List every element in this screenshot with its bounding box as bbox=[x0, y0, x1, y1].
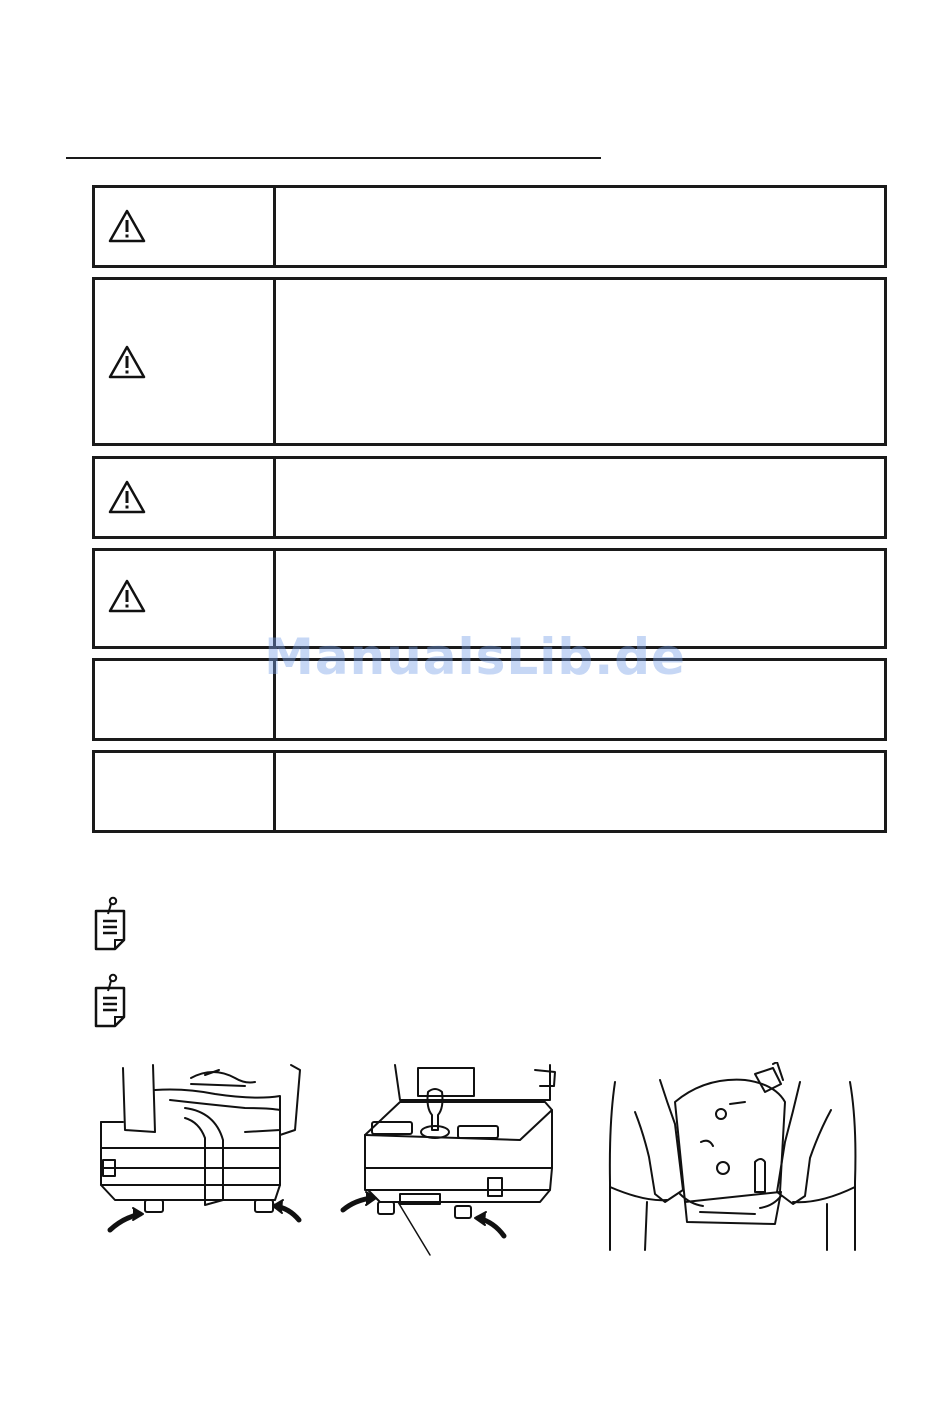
warning-triangle-icon bbox=[107, 479, 147, 515]
warning-row bbox=[92, 456, 887, 539]
warning-row bbox=[92, 185, 887, 268]
instrument-base-control-panel-icon bbox=[340, 1060, 560, 1260]
note-memo-icon bbox=[90, 973, 130, 1029]
note-memo-icon bbox=[90, 896, 130, 952]
two-people-carrying-instrument-icon bbox=[605, 1062, 860, 1252]
warning-row bbox=[92, 277, 887, 446]
warning-triangle-icon bbox=[107, 344, 147, 380]
instrument-base-side-view-icon bbox=[95, 1060, 310, 1245]
caution-row bbox=[92, 658, 887, 741]
section-rule bbox=[66, 157, 601, 159]
caution-row bbox=[92, 750, 887, 833]
warning-triangle-icon bbox=[107, 208, 147, 244]
watermark: ManualsLib.de bbox=[264, 628, 686, 686]
warning-row bbox=[92, 548, 887, 649]
warning-triangle-icon bbox=[107, 578, 147, 614]
